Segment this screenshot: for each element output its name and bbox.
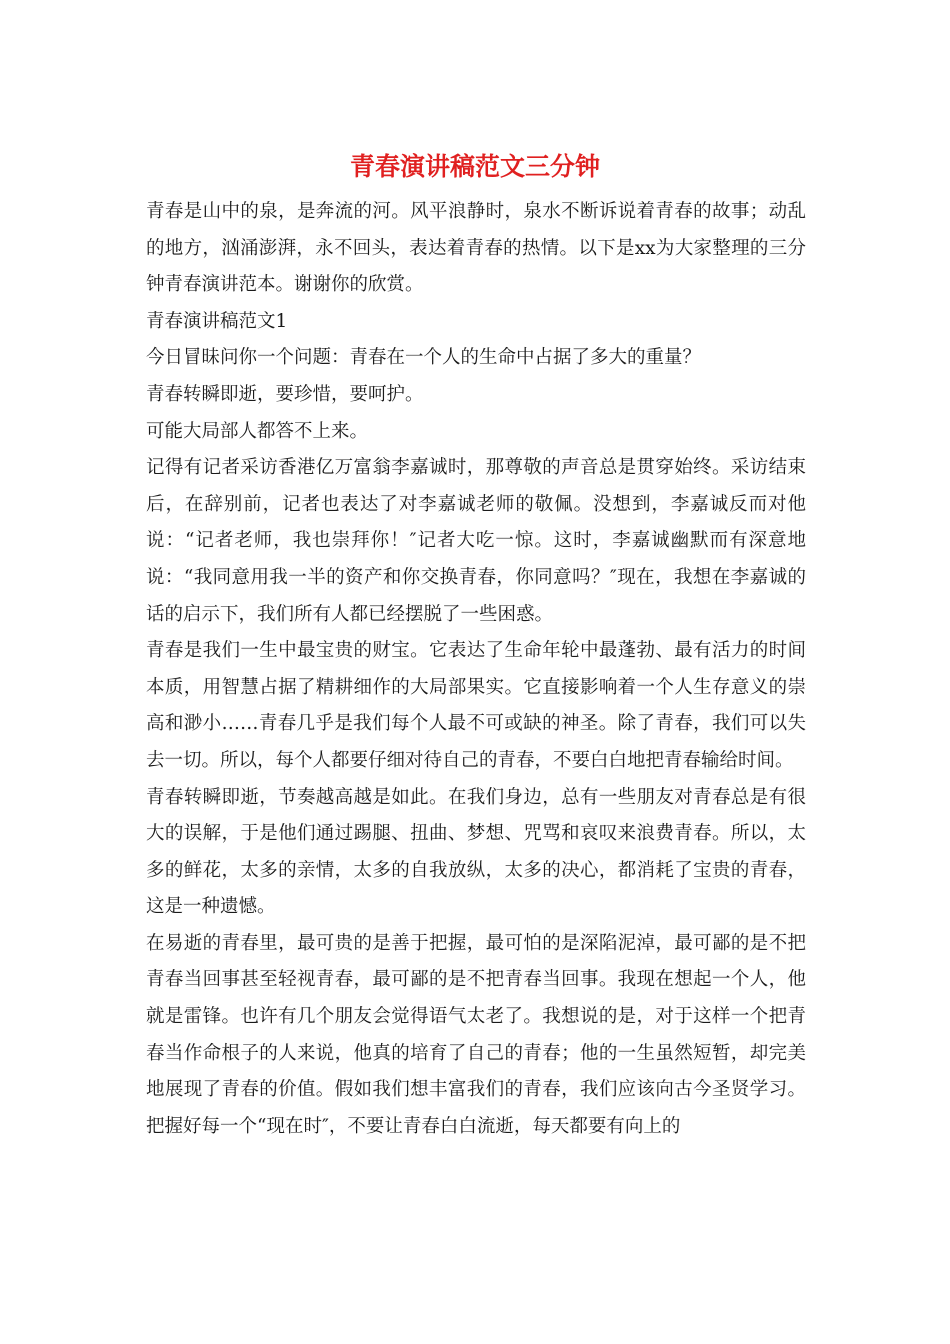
paragraph-question: 今日冒昧问你一个问题：青春在一个人的生命中占据了多大的重量？ — [146, 347, 702, 369]
paragraph-treasure: 青春是我们一生中最宝贵的财宝。它表达了生命年轮中最蓬勃、最有活力的时间本质，用智慧占据了精耕细作的大局部果实。它直接影响着一个人生存意义的崇高和渺小……青春几乎是我们每个人最不可或缺的神圣。除了青春，我们可以失去一切。所以，每个人都要仔细对待自己的青春，不要白白地把青春输给时间。 — [146, 640, 806, 771]
paragraph-interview: 记得有记者采访香港亿万富翁李嘉诚时，那尊敬的声音总是贯穿始终。采访结束后，在辞别前，记者也表达了对李嘉诚老师的敬佩。没想到，李嘉诚反而对他说：“记者老师，我也崇拜你！″记者大吃一惊。这时，李嘉诚幽默而有深意地说：“我同意用我一半的资产和你交换青春，你同意吗？″现在，我想在李嘉诚的话的启示下，我们所有人都已经摆脱了一些困惑。 — [146, 457, 806, 625]
section-heading: 青春演讲稿范文1 — [146, 310, 288, 332]
paragraph-fleeting: 青春转瞬即逝，节奏越高越是如此。在我们身边，总有一些朋友对青春总是有很大的误解，于是他们通过踢腿、扭曲、梦想、咒骂和哀叹来浪费青春。所以，太多的鲜花，太多的亲情，太多的自我放纵，太多的决心，都消耗了宝贵的青春，这是一种遗憾。 — [146, 786, 806, 918]
paragraph-answer: 可能大局部人都答不上来。 — [146, 420, 369, 442]
paragraph-leifeng: 在易逝的青春里，最可贵的是善于把握，最可怕的是深陷泥淖，最可鄙的是不把青春当回事甚至轻视青春，最可鄙的是不把青春当回事。我现在想起一个人，他就是雷锋。也许有几个朋友会觉得语气太老了。我想说的是，对于这样一个把青春当作命根子的人来说，他真的培育了自己的青春；他的一生虽然短暂，却完美地展现了青春的价值。假如我们想丰富我们的青春，我们应该向古今圣贤学习。把握好每一个“现在时″，不要让青春白白流逝，每天都要有向上的 — [146, 932, 806, 1137]
document-body — [146, 194, 806, 1145]
document-title: 青春演讲稿范文三分钟 — [349, 152, 600, 181]
paragraph-intro: 青春是山中的泉，是奔流的河。风平浪静时，泉水不断诉说着青春的故事；动乱的地方，汹涌澎湃，永不回头，表达着青春的热情。以下是xx为大家整理的三分钟青春演讲范本。谢谢你的欣赏。 — [146, 201, 806, 296]
paragraph-cherish: 青春转瞬即逝，要珍惜，要呵护。 — [146, 383, 424, 405]
